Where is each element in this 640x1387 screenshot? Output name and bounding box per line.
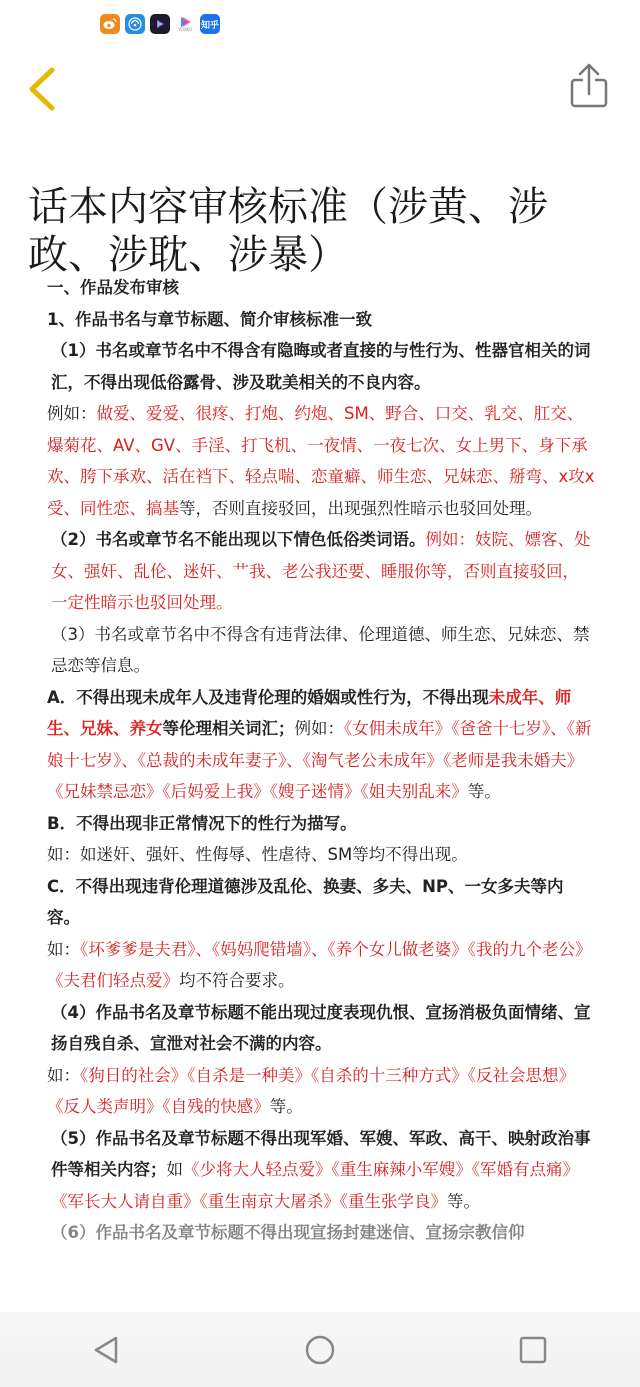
example-words: 做爱、爱爱、很疼、打炮、约炮、SM、野合、口交、乳交、肛交、爆菊花、AV、GV、手淫、打飞机、一夜情、一夜七次、女上男下、身下承欢、胯下承欢、活在裆下、轻点喘、恋童癖、师生恋、兄妹恋、掰弯、x攻x受、同性恋、搞基 — [47, 404, 595, 518]
nav-home-button[interactable] — [290, 1320, 350, 1380]
paragraph-C-examples: 《坏爹爹是夫君》、《妈妈爬错墙》、《养个女儿做老婆》《我的九个老公》《夫君们轻点爱》 — [47, 939, 592, 990]
share-button[interactable] — [566, 62, 612, 112]
paragraph-C-lead: 如： — [47, 939, 80, 959]
paragraph-4 — [47, 1060, 595, 1123]
paragraph-4-tail: 等。 — [269, 1097, 303, 1116]
nav-home-icon — [304, 1334, 336, 1366]
nav-recents-button[interactable] — [503, 1320, 563, 1380]
paragraph-6-heading: （6）作品书名及章节标题不得出现宣扬封建迷信、宣扬宗教信仰 — [51, 1223, 525, 1242]
paragraph-4-examples: 《狗日的社会》《自杀是一种美》《自杀的十三种方式》《反社会思想》《反人类声明》《自残的快感》 — [47, 1065, 575, 1116]
paragraph-A-highlight: 未成年、师生、兄妹、养女 — [47, 687, 572, 738]
status-bar — [0, 0, 640, 50]
paragraph-A — [47, 682, 595, 808]
paragraph-5-bold: （5）作品书名及章节标题不得出现军婚、军嫂、军政、高干、映射政治事件等相关内容； — [51, 1128, 591, 1179]
paragraph-A-lead: 例如： — [294, 719, 344, 738]
nav-recents-icon — [518, 1335, 548, 1365]
paragraph-examples-1 — [47, 398, 595, 524]
paragraph-C-heading: C．不得出现违背伦理道德涉及乱伦、换妻、多夫、NP、一女多夫等内容。 — [47, 876, 564, 927]
paragraph-C-tail: 均不符合要求。 — [179, 971, 295, 990]
paragraph-5-examples: 《少将大人轻点爱》《重生麻辣小军嫂》《军婚有点痛》《军长大人请自重》《重生南京大屠杀》《重生张学良》 — [51, 1160, 579, 1211]
zhihu-app-icon: 知乎 — [200, 14, 220, 34]
paragraph-1: （1）书名或章节名中不得含有隐晦或者直接的与性行为、性器官相关的词汇，不得出现低俗露骨、涉及耽美相关的不良内容。 — [51, 341, 591, 392]
example-lead: 例如： — [47, 404, 97, 423]
paragraph-4-heading: （4）作品书名及章节标题不能出现过度表现仇恨、宣扬消极负面情绪、宣扬自残自杀、宣泄对社会不满的内容。 — [51, 1002, 591, 1053]
youku-app-icon: YOUKU — [175, 14, 195, 34]
example-tail: 等，否则直接驳回，出现强烈性暗示也驳回处理。 — [179, 498, 542, 518]
paragraph-5 — [47, 1123, 595, 1218]
share-icon — [566, 62, 612, 112]
system-nav-bar — [0, 1312, 640, 1387]
subsection-heading: 1、作品书名与章节标题、简介审核标准一致 — [47, 309, 372, 329]
paragraph-A-bold: A．不得出现未成年人及违背伦理的婚姻或性行为，不得出现 — [47, 687, 489, 707]
paragraph-4-lead: 如： — [47, 1065, 80, 1085]
nav-back-button[interactable] — [77, 1320, 137, 1380]
paragraph-A-bold-2: 等伦理相关词汇； — [162, 719, 295, 738]
weibo-app-icon — [100, 14, 120, 34]
chevron-left-icon — [22, 64, 64, 114]
paragraph-C — [47, 934, 595, 997]
paragraph-5-tail: 等。 — [447, 1191, 480, 1211]
paragraph-2-bold: （2）书名或章节名不能出现以下情色低俗类词语。 — [51, 530, 426, 549]
nav-back-icon — [92, 1334, 122, 1366]
paragraph-B-heading: B．不得出现非正常情况下的性行为描写。 — [47, 813, 357, 833]
video-app-icon — [150, 14, 170, 34]
article-content — [47, 272, 595, 1324]
paragraph-3: （3）书名或章节名中不得含有违背法律、伦理道德、师生恋、兄妹恋、禁忌恋等信息。 — [51, 624, 590, 675]
wifi-app-icon — [125, 14, 145, 34]
page-title: 话本内容审核标准（涉黄、涉政、涉耽、涉暴） — [28, 183, 548, 278]
section-heading: 一、作品发布审核 — [47, 278, 179, 297]
paragraph-2-red: 例如：妓院、嫖客、处女、强奸、乱伦、迷奸、艹我、老公我还要、睡服你等，否则直接驳回，一定性暗示也驳回处理。 — [51, 530, 591, 612]
paragraph-A-examples: 《女佣未成年》《爸爸十七岁》、《新娘十七岁》、《总裁的未成年妻子》、《淘气老公未成年》《老师是我未婚夫》《兄妹禁忌恋》《后妈爱上我》《嫂子迷情》《姐夫别乱来》 — [47, 719, 592, 801]
paragraph-2 — [47, 524, 595, 619]
paragraph-5-lead: 如 — [166, 1160, 183, 1179]
back-button[interactable] — [22, 64, 64, 114]
paragraph-B: 如：如迷奸、强奸、性侮辱、性虐待、SM等均不得出现。 — [47, 845, 468, 864]
notification-app-icons — [100, 14, 220, 34]
paragraph-A-tail: 等。 — [467, 782, 501, 801]
